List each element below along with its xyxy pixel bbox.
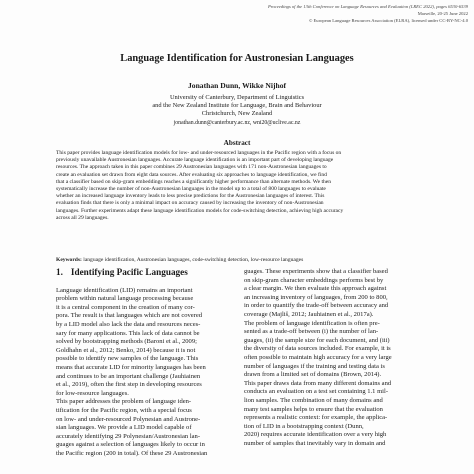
body-text-line: This paper addresses the problem of language iden-	[56, 398, 192, 406]
body-text-line: solved by bootstrapping methods (Baroni et al., 2009;	[56, 338, 197, 346]
section-heading	[56, 268, 235, 277]
abstract-line: previously unavailable Austronesian languages. Accurate language identification is an important part of developing language	[56, 157, 334, 164]
abstract-line: create an evaluation set drawn from eight data sources. After evaluating six approaches to language identification, we find	[56, 171, 327, 178]
right-column-body	[244, 268, 423, 448]
affiliation-line: and the New Zealand Institute for Language, Brain and Behaviour	[152, 102, 322, 110]
abstract-line: This paper provides language identification models for low- and under-resourced languages in the Pacific region with a focus on	[56, 150, 342, 156]
body-text-line: sian languages. We provide a LID model capable of	[56, 424, 192, 432]
body-text-line: on skip-gram character embeddings performs best by	[244, 276, 384, 284]
author-emails: jonathan.dunn@canterbury.ac.nz, wni20@uclive.ac.nz	[173, 119, 301, 126]
body-text-line: pora. The result is that languages which are not covered	[56, 312, 203, 320]
abstract-line: whether an increased language inventory leads to less precise predictions for the Austronesian languages of interest. This	[56, 193, 325, 200]
body-text-line: on low- and under-resourced Polynesian and Austrone-	[56, 415, 201, 423]
body-text-line: Language identification (LID) remains an important	[56, 286, 193, 294]
body-text-line: tification for the Pacific region, with a special focus	[56, 406, 192, 414]
body-text-line: 2020) requires accurate identification over a very high	[244, 431, 387, 439]
body-text-line: many test samples helps to ensure that the evaluation	[244, 405, 383, 413]
body-text-line: possible to identify new samples of the language. This	[56, 355, 199, 363]
license-line: © European Language Resources Association (ELRA), licensed under CC-BY-NC-4.0	[308, 18, 468, 23]
abstract-line: that a classifier based on skip-gram embeddings reaches a significantly higher performance than alternate methods. We then	[56, 178, 332, 185]
body-text-line: a clear margin. We then evaluate this approach against	[244, 285, 387, 293]
body-text-line: This paper draws data from many different domains and	[244, 379, 392, 387]
body-text-line: guages. These experiments show that a classifier based	[244, 268, 388, 275]
abstract-line: evaluation finds that there is only a minimal impact on accuracy caused by increasing the inventory of non-Austronesian	[56, 200, 324, 207]
left-column	[56, 268, 235, 458]
proceedings-header	[268, 3, 468, 24]
abstract-line: systematically increase the number of non-Austronesian languages in the model up to a total of 800 languages to evaluate	[56, 186, 326, 193]
body-text-line: an increasing inventory of languages, from 200 to 800,	[244, 293, 388, 301]
body-text-line: drawn from a limited set of domains (Brown, 2014).	[244, 371, 382, 379]
abstract-line: resources. The approach taken in this paper combines 29 Austronesian languages with 171 non-Austronesian languages to	[56, 164, 327, 171]
body-text-line: the Pacific region (200 in total). Of these 29 Austronesian	[56, 449, 208, 457]
body-text-line: for low-resource languages.	[56, 389, 129, 397]
body-text-line: conducts an evaluation on a test set containing 1.1 mil-	[244, 388, 388, 396]
affiliation-line: University of Canterbury, Department of Linguistics	[169, 94, 305, 101]
proceedings-line: Proceedings of the 13th Conference on Language Resources and Evaluation (LREC 2022), pages 6530-6539	[267, 4, 468, 9]
body-text-line: often possible to maintain high accuracy for a very large	[244, 353, 392, 361]
body-text-line: in order to quantify the trade-off between accuracy and	[244, 302, 389, 310]
right-column	[244, 268, 423, 448]
abstract-heading: Abstract	[223, 139, 251, 147]
paper-authors: Jonathan Dunn, Wikke Nijhof	[187, 81, 287, 90]
location-date-line: Marseille, 20-25 June 2022	[417, 11, 468, 16]
body-text-line: by a LID model also lack the data and resources neces-	[56, 320, 201, 328]
keywords	[56, 257, 418, 264]
affiliation-line: Christchurch, New Zealand	[201, 110, 273, 118]
body-text-line: represents a realistic context: for example, the applica-	[244, 414, 388, 422]
paper-title: Language Identification for Austronesian Languages	[120, 53, 354, 64]
body-text-line: and continues to be an important challenge (Jauhiainen	[56, 372, 201, 380]
body-text-line: accurately identifying 29 Polynesian/Austronesian lan-	[56, 432, 200, 440]
section-number: 1.	[56, 267, 63, 277]
abstract-line: across all 29 languages.	[56, 214, 109, 221]
abstract-line: languages. Further experiments adapt these language identification models for code-switching detection, achieving high accuracy	[56, 207, 344, 214]
body-text-line: Goldhahn et al., 2012; Benko, 2014) because it is not	[56, 346, 196, 354]
abstract-text	[56, 150, 418, 222]
body-text-line: guages against a selection of languages likely to occur in	[56, 441, 205, 449]
body-text-line: means that accurate LID for minority languages has been	[56, 363, 206, 371]
keywords-label: Keywords:	[56, 257, 82, 263]
body-text-line: sented as a trade-off between (i) the number of lan-	[244, 328, 379, 336]
left-column-body	[56, 287, 235, 459]
body-text-line: it is a central component in the creation of many cor-	[56, 303, 195, 311]
body-text-line: number of samples that inevitably vary in domain and	[244, 439, 386, 447]
body-text-line: guages, (ii) the sample size for each document, and (iii)	[244, 336, 390, 344]
body-text-line: number of languages if the training and testing data is	[244, 362, 385, 370]
affiliation-block	[0, 94, 474, 127]
body-text-line: tion of LID in a bootstrapping context (Dunn,	[244, 422, 364, 430]
body-text-line: the diversity of data sources included. For example, it is	[244, 345, 391, 353]
keywords-text: language identification, Austronesian languages, code-switching detection, low-resource languages	[83, 257, 304, 263]
body-text-line: coverage (Majliš, 2012; Jauhiainen et al., 2017a).	[244, 310, 374, 318]
body-text-line: sary for many applications. This lack of data cannot be	[56, 329, 200, 337]
body-text-line: problem within natural language processing because	[56, 295, 194, 303]
body-text-line: et al., 2019), often the first step in developing resources	[56, 381, 202, 389]
body-text-line: The problem of language identification is often pre-	[244, 319, 380, 327]
section-title: Identifying Pacific Languages	[70, 267, 188, 277]
body-text-line: lion samples. The combination of many domains and	[244, 396, 383, 404]
